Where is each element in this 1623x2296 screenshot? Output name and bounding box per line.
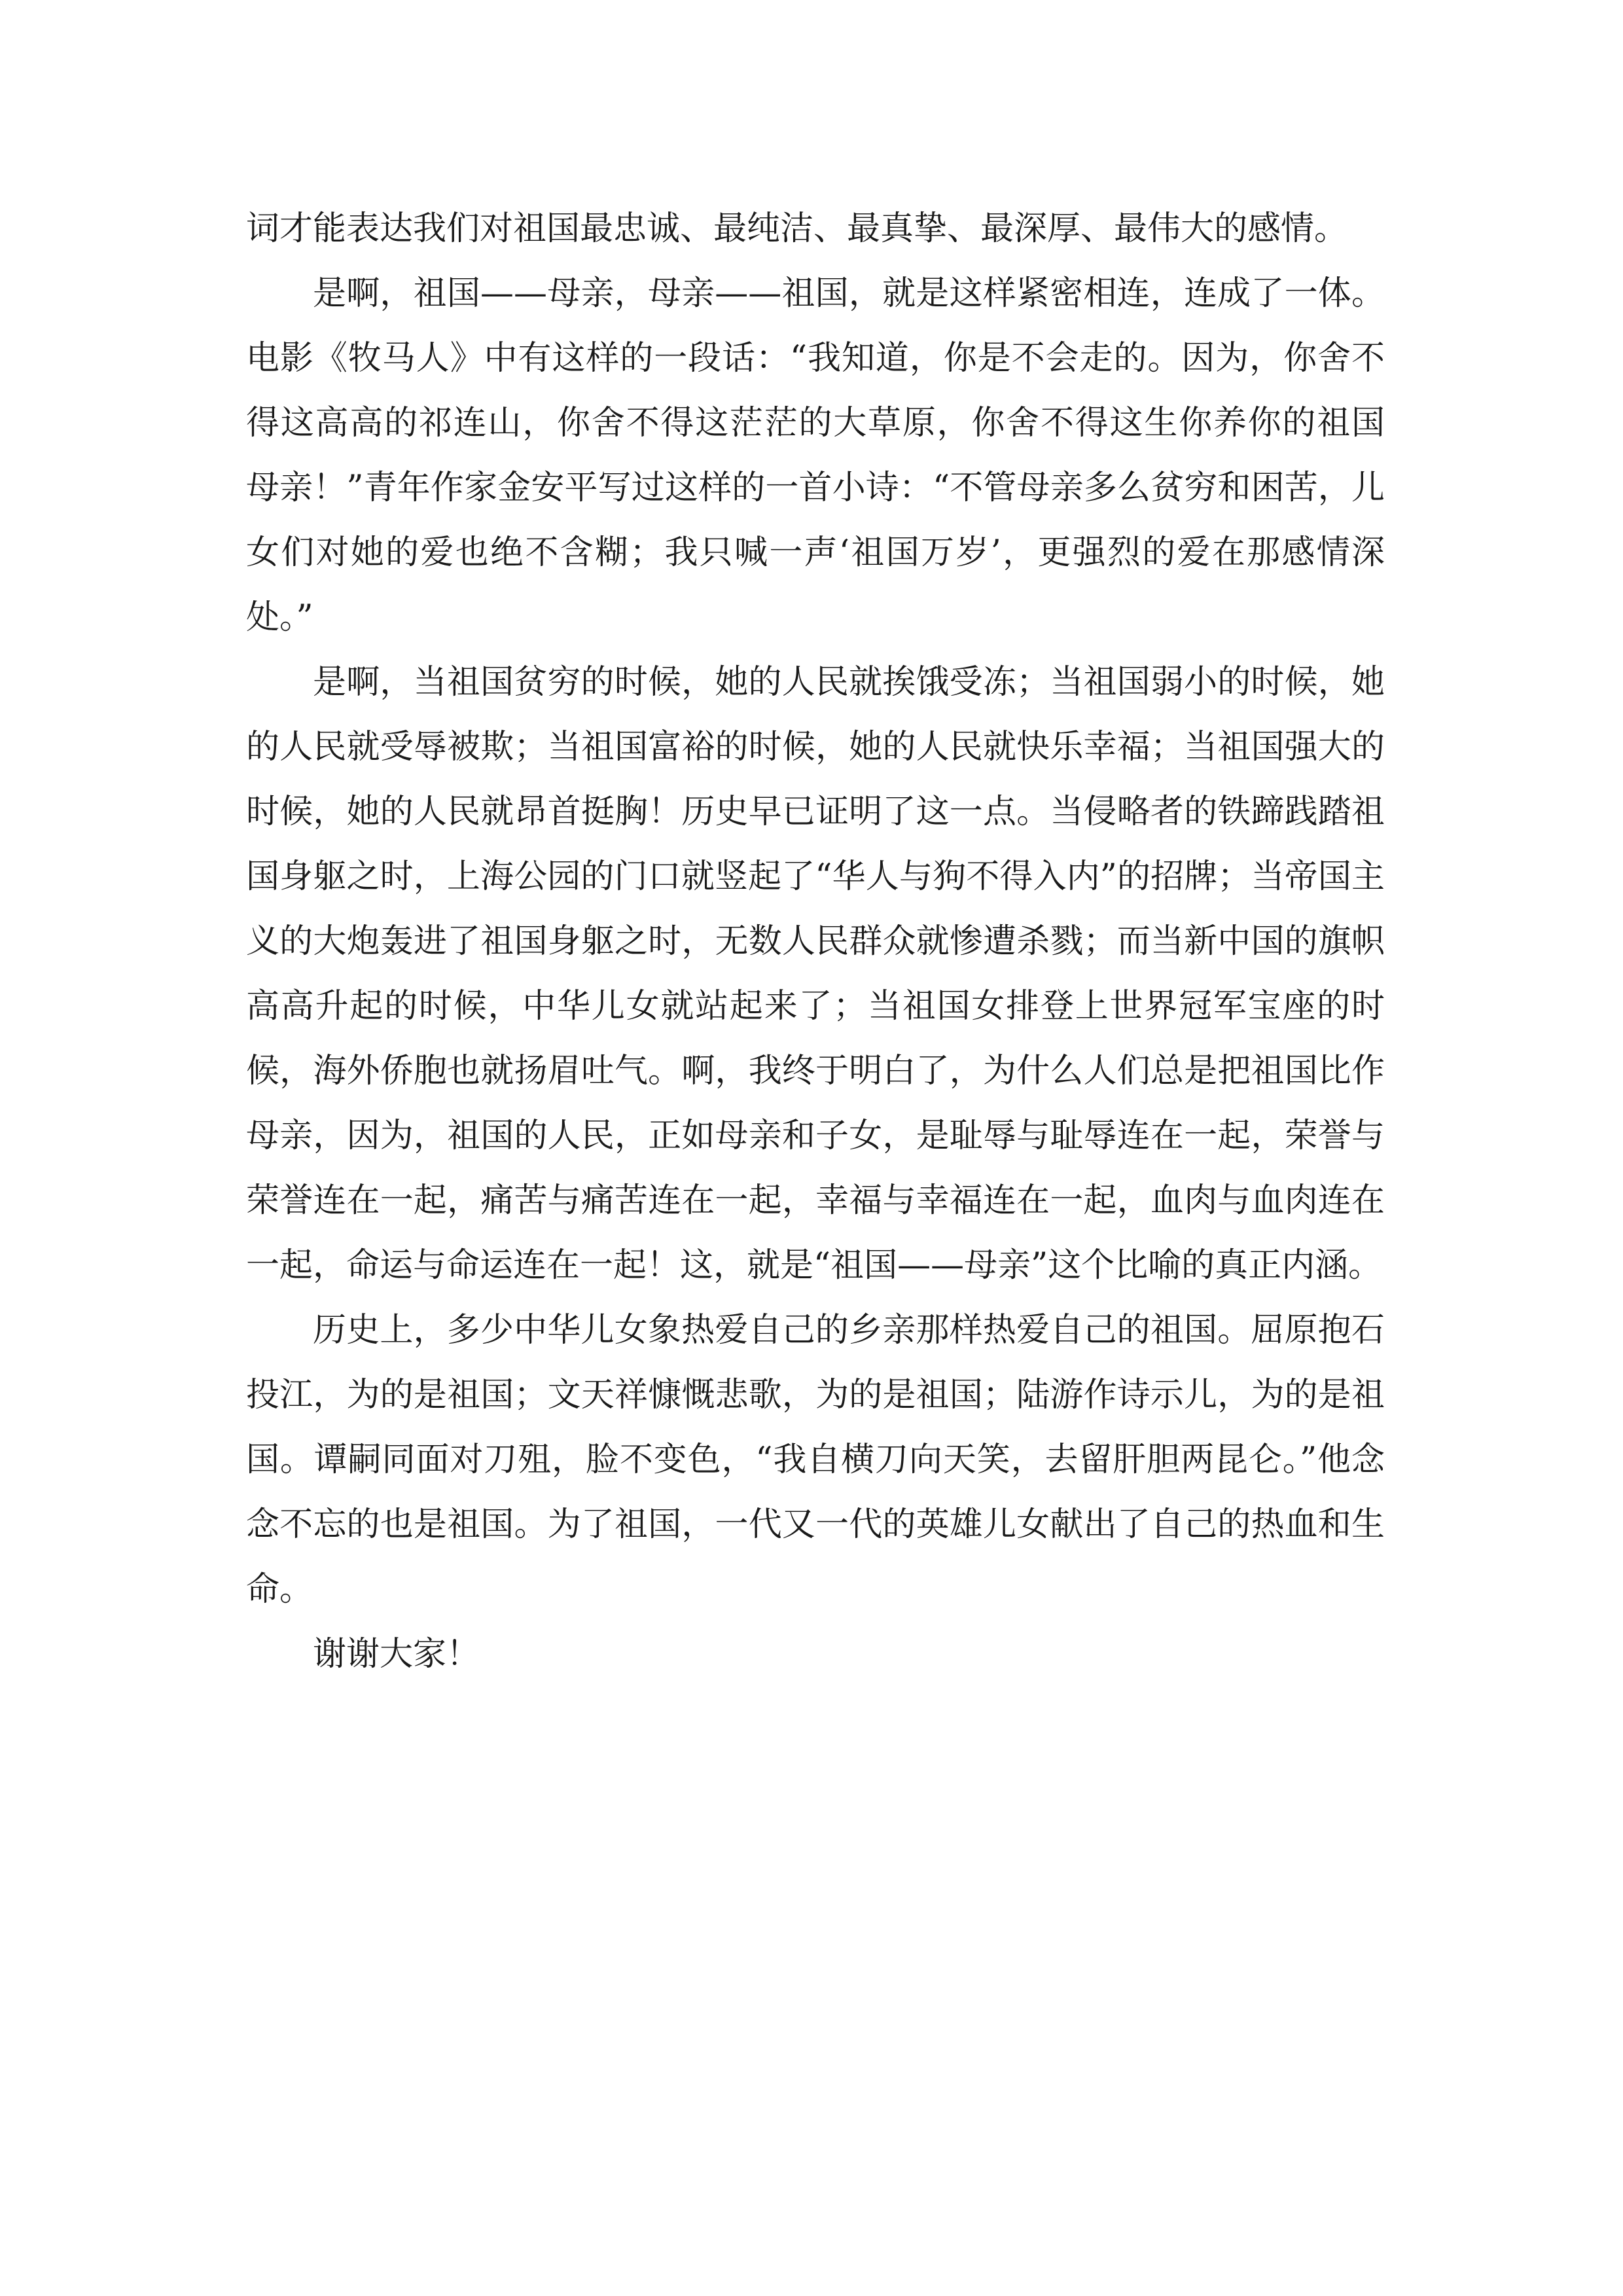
paragraph-history-proof: 是啊，当祖国贫穷的时候，她的人民就挨饿受冻；当祖国弱小的时候，她的人民就受辱被欺；当祖国富裕的时候，她的人民就快乐幸福；当祖国强大的时候，她的人民就昂首挺胸！历史早已证明了这一点。当侵略者的铁蹄践踏祖国身躯之时，上海公园的门口就竖起了“华人与狗不得入内”的招牌；当帝国主义的大炮轰进了祖国身躯之时，无数人民群众就惨遭杀戮；而当新中国的旗帜高高升起的时候，中华儿女就站起来了；当祖国女排登上世界冠军宝座的时候，海外侨胞也就扬眉吐气。啊，我终于明白了，为什么人们总是把祖国比作母亲，因为，祖国的人民，正如母亲和子女，是耻辱与耻辱连在一起，荣誉与荣誉连在一起，痛苦与痛苦连在一起，幸福与幸福连在一起，血肉与血肉连在一起，命运与命运连在一起！这，就是“祖国——母亲”这个比喻的真正内涵。 <box>246 663 1385 1285</box>
paragraph-heroes: 历史上，多少中华儿女象热爱自己的乡亲那样热爱自己的祖国。屈原抱石投江，为的是祖国；文天祥慷慨悲歌，为的是祖国；陆游作诗示儿，为的是祖国。谭嗣同面对刀殂，脸不变色，“我自横刀向天笑，去留肝胆两昆仑。”他念念不忘的也是祖国。为了祖国，一代又一代的英雄儿女献出了自己的热血和生命。 <box>246 1311 1385 1609</box>
speech-body <box>246 196 1385 1687</box>
paragraph-continuation: 词才能表达我们对祖国最忠诚、最纯洁、最真挚、最深厚、最伟大的感情。 <box>246 209 1348 248</box>
paragraph-thanks: 谢谢大家！ <box>313 1635 480 1674</box>
paragraph-motherland-mother: 是啊，祖国——母亲，母亲——祖国，就是这样紧密相连，连成了一体。电影《牧马人》中有这样的一段话：“我知道，你是不会走的。因为，你舍不得这高高的祁连山，你舍不得这茫茫的大草原，你舍不得这生你养你的祖国 母亲！”青年作家金安平写过这样的一首小诗：“不管母亲多么贫穷和困苦，儿女们对她的爱也绝不含糊；我只喊一声‘祖国万岁’，更强烈的爱在那感情深处。” <box>246 274 1385 637</box>
